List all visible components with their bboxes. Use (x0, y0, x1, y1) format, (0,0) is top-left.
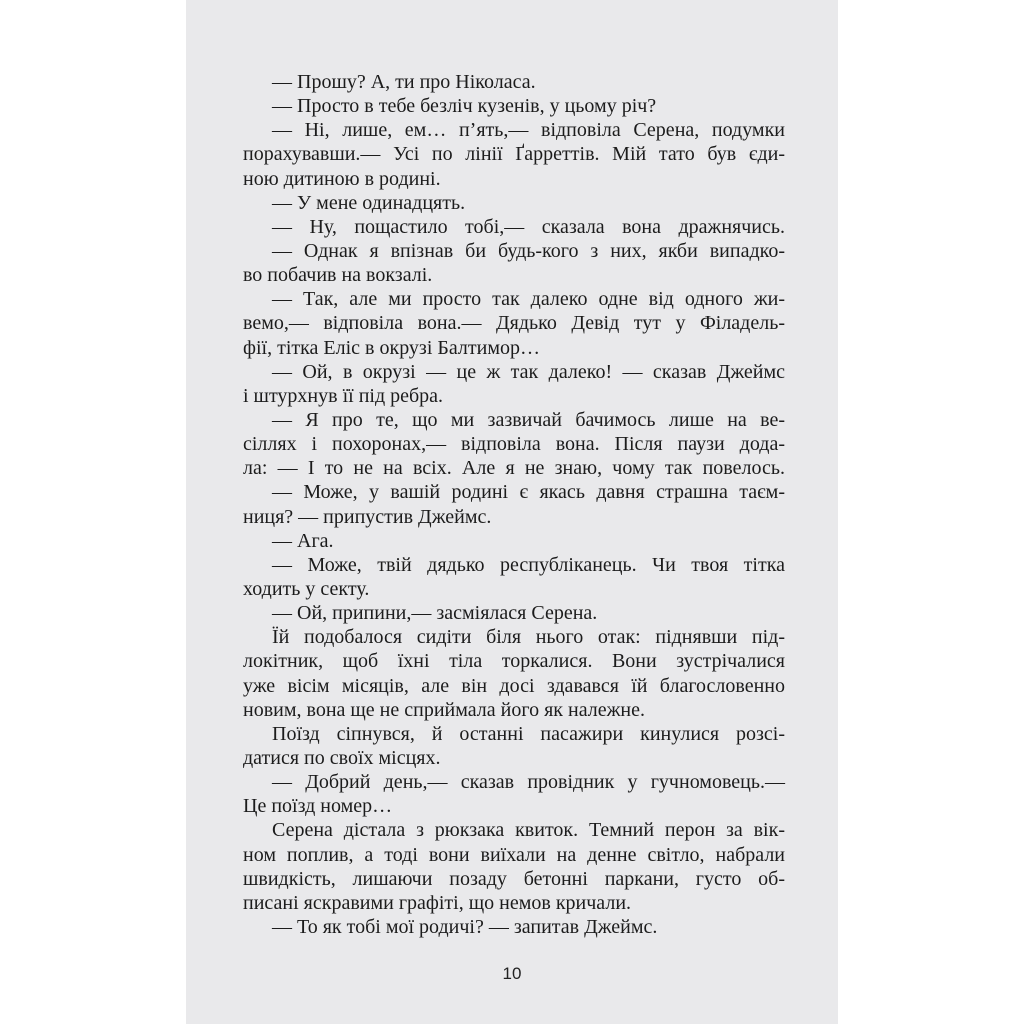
text-line: писані яскравими графіті, що немов кричали. (243, 891, 632, 914)
text-line: — У мене одинадцять. (272, 191, 466, 214)
text-line: — Прошу? А, ти про Ніколаса. (272, 71, 536, 93)
text-line: датися по своїх місцях. (243, 746, 441, 769)
text-line: ходить у секту. (243, 577, 370, 600)
text-line: уже вісім місяців, але він досі здавався їй благословенно (243, 674, 785, 697)
text-line: — Так, але ми просто так далеко одне від одного жи- (272, 288, 785, 311)
text-line: і штурхнув її під ребра. (243, 384, 444, 407)
text-line: — Я про те, що ми зазвичай бачимось лише на ве- (272, 408, 785, 431)
text-line: Їй подобалося сидіти біля нього отак: піднявши під- (272, 626, 785, 649)
text-line: во побачив на вокзалі. (243, 264, 433, 287)
text-line: Серена дістала з рюкзака квиток. Темний перон за вік- (272, 819, 785, 842)
text-line: локітник, щоб їхні тіла торкалися. Вони зустрічалися (243, 650, 785, 673)
text-line: — Просто в тебе безліч кузенів, у цьому річ? (272, 95, 657, 118)
text-line: — То як тобі мої родичі? — запитав Джеймс. (272, 915, 658, 938)
text-line: — Ні, лише, ем… п’ять,— відповіла Серена, подумки (272, 119, 785, 142)
text-line: — Ой, в окрузі — це ж так далеко! — сказав Джеймс (272, 360, 785, 383)
text-line: новим, вона ще не сприймала його як належне. (243, 698, 646, 721)
text-line: сіллях і похоронах,— відповіла вона. Після паузи дода- (243, 433, 785, 456)
text-line: ла: — І то не на всіх. Але я не знаю, чому так повелось. (243, 457, 785, 480)
text-line: ниця? — припустив Джеймс. (243, 505, 492, 528)
page-number: 10 (502, 964, 522, 983)
text-line: — Однак я впізнав би будь-кого з них, якби випадко- (272, 239, 785, 262)
text-line: порахувавши.— Усі по лінії Ґарреттів. Мій тато був єди- (243, 143, 785, 166)
text-line: ном поплив, а тоді вони виїхали на денне світло, набрали (243, 843, 785, 866)
text-line: — Ну, пощастило тобі,— сказала вона дражнячись. (272, 215, 785, 238)
text-line: — Добрий день,— сказав провідник у гучномовець.— (272, 771, 785, 794)
text-line: — Ой, припини,— засміялася Серена. (272, 602, 598, 625)
text-line: ною дитиною в родині. (243, 167, 441, 190)
text-line: вемо,— відповіла вона.— Дядько Девід тут у Філадель- (243, 312, 785, 335)
text-line: Це поїзд номер… (243, 795, 393, 818)
text-line: фії, тітка Еліс в окрузі Балтимор… (243, 336, 541, 359)
text-line: швидкість, лишаючи позаду бетонні паркани, густо об- (243, 867, 785, 890)
text-line: Поїзд сіпнувся, й останні пасажири кинулися розсі- (272, 722, 785, 745)
page-body-text (243, 70, 785, 939)
text-line: — Ага. (272, 529, 334, 552)
text-line: — Може, твій дядько республіканець. Чи твоя тітка (272, 553, 785, 576)
text-line: — Може, у вашій родині є якась давня страшна таєм- (272, 481, 785, 504)
